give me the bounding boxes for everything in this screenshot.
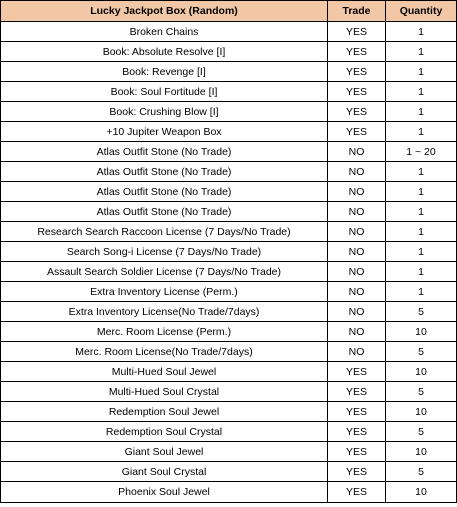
cell-quantity: 5 [386,382,457,402]
cell-quantity: 1 [386,162,457,182]
cell-trade: NO [328,142,386,162]
table-row [1,182,457,202]
cell-trade: NO [328,222,386,242]
cell-item: Atlas Outfit Stone (No Trade) [1,202,328,222]
cell-trade: YES [328,402,386,422]
header-trade: Trade [328,1,386,22]
header-row [1,1,457,22]
cell-trade: NO [328,262,386,282]
cell-quantity: 1 [386,202,457,222]
table-row [1,22,457,42]
cell-item: Book: Revenge [I] [1,62,328,82]
cell-trade: YES [328,362,386,382]
cell-item: Atlas Outfit Stone (No Trade) [1,162,328,182]
cell-trade: NO [328,302,386,322]
cell-quantity: 1 [386,102,457,122]
cell-trade: YES [328,102,386,122]
header-item: Lucky Jackpot Box (Random) [1,1,328,22]
table-row [1,382,457,402]
cell-trade: YES [328,122,386,142]
cell-trade: NO [328,162,386,182]
table-row [1,62,457,82]
cell-item: Multi-Hued Soul Crystal [1,382,328,402]
cell-quantity: 1 [386,42,457,62]
table-row [1,162,457,182]
table-row [1,462,457,482]
cell-item: Broken Chains [1,22,328,42]
table-row [1,222,457,242]
cell-quantity: 10 [386,482,457,503]
table-row [1,202,457,222]
cell-trade: YES [328,42,386,62]
cell-item: Book: Soul Fortitude [I] [1,82,328,102]
cell-item: Book: Crushing Blow [I] [1,102,328,122]
cell-trade: YES [328,22,386,42]
cell-item: Redemption Soul Jewel [1,402,328,422]
cell-quantity: 1 [386,242,457,262]
cell-item: Extra Inventory License(No Trade/7days) [1,302,328,322]
table-row [1,82,457,102]
cell-item: Multi-Hued Soul Jewel [1,362,328,382]
cell-quantity: 5 [386,422,457,442]
cell-quantity: 10 [386,362,457,382]
cell-trade: YES [328,442,386,462]
table-row [1,102,457,122]
cell-quantity: 10 [386,442,457,462]
table-row [1,282,457,302]
cell-quantity: 10 [386,402,457,422]
cell-item: Redemption Soul Crystal [1,422,328,442]
cell-item: Assault Search Soldier License (7 Days/No Trade) [1,262,328,282]
cell-item: Research Search Raccoon License (7 Days/No Trade) [1,222,328,242]
cell-trade: NO [328,342,386,362]
table-header [1,1,457,22]
cell-quantity: 1 [386,262,457,282]
cell-trade: NO [328,182,386,202]
cell-quantity: 10 [386,322,457,342]
cell-quantity: 5 [386,342,457,362]
cell-trade: NO [328,202,386,222]
cell-quantity: 1 [386,62,457,82]
cell-trade: YES [328,462,386,482]
header-quantity: Quantity [386,1,457,22]
cell-item: Search Song-i License (7 Days/No Trade) [1,242,328,262]
cell-item: Merc. Room License (Perm.) [1,322,328,342]
table-row [1,242,457,262]
cell-item: Book: Absolute Resolve [I] [1,42,328,62]
cell-item: +10 Jupiter Weapon Box [1,122,328,142]
cell-trade: YES [328,382,386,402]
table-row [1,122,457,142]
cell-item: Merc. Room License(No Trade/7days) [1,342,328,362]
table-row [1,42,457,62]
table-row [1,362,457,382]
cell-quantity: 5 [386,462,457,482]
cell-quantity: 1 ~ 20 [386,142,457,162]
cell-trade: YES [328,62,386,82]
cell-item: Phoenix Soul Jewel [1,482,328,503]
cell-item: Atlas Outfit Stone (No Trade) [1,182,328,202]
cell-item: Extra Inventory License (Perm.) [1,282,328,302]
table-row [1,342,457,362]
table-row [1,402,457,422]
cell-quantity: 1 [386,222,457,242]
cell-trade: NO [328,242,386,262]
table-row [1,322,457,342]
table-body [1,22,457,503]
cell-trade: NO [328,322,386,342]
cell-trade: YES [328,422,386,442]
cell-item: Atlas Outfit Stone (No Trade) [1,142,328,162]
table-row [1,142,457,162]
cell-quantity: 1 [386,282,457,302]
cell-quantity: 5 [386,302,457,322]
table-row [1,442,457,462]
cell-item: Giant Soul Crystal [1,462,328,482]
table-row [1,262,457,282]
table-row [1,302,457,322]
table-row [1,422,457,442]
cell-quantity: 1 [386,182,457,202]
cell-trade: YES [328,482,386,503]
cell-quantity: 1 [386,82,457,102]
cell-quantity: 1 [386,22,457,42]
cell-trade: YES [328,82,386,102]
cell-trade: NO [328,282,386,302]
cell-item: Giant Soul Jewel [1,442,328,462]
cell-quantity: 1 [386,122,457,142]
table-row [1,482,457,503]
